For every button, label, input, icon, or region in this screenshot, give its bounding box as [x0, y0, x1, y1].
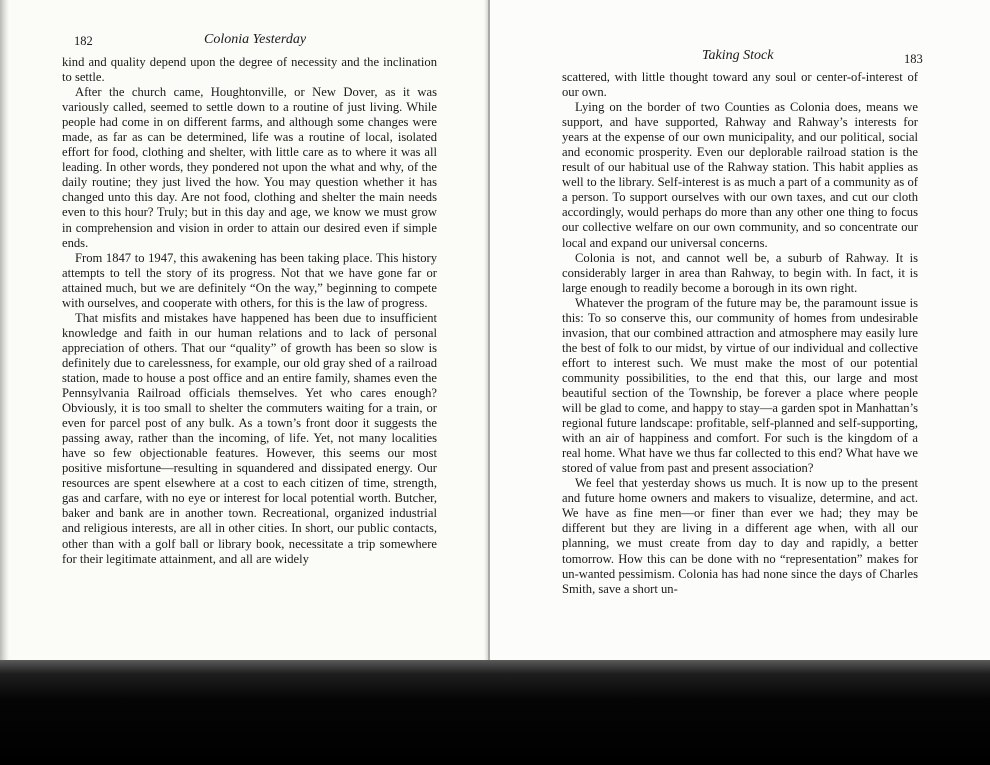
right-paragraph-3: Colonia is not, and cannot well be, a suburb of Rahway. It is considerably larger in area than Rahway, to begin with. In fact, it is large enough to readily become a borough in its own right.	[562, 250, 918, 295]
right-running-title: Taking Stock	[702, 48, 774, 63]
right-page-number: 183	[904, 52, 923, 66]
left-paragraph-2: After the church came, Houghtonville, or New Dover, as it was variously called, seemed to settle down to a routine of just living. While people had come in on different farms, and although some changes were made, as far as can be determined, life was a routine of local, isolated effort for food, clothing and shelter, with little care as to where it was all leading. In other words, they pondered not upon the what and why, of the daily routine; they just lived the how. You may question whether it has changed unto this day. Are not food, clothing and shelter the main needs even to this hour? Truly; but in this day and age, we know we must grow in comprehension and vision in order to attain our desired even if simple ends.	[62, 85, 437, 250]
right-paragraph-5: We feel that yesterday shows us much. It is now up to the present and future home owners and makers to visualize, determine, and act. We have as fine men—or finer than ever we had; they may be different but they are living in a different age when, with all our planning, we must create from day to day and rapidly, a better tomorrow. How this can be done with no “representation” makes for un-wanted pessimism. Colonia has had none since the days of Charles Smith, save a short un-	[562, 476, 918, 596]
right-page-body	[562, 70, 918, 597]
left-page	[0, 0, 488, 672]
scanner-bottom-shadow	[0, 660, 990, 765]
left-paragraph-1: kind and quality depend upon the degree of necessity and the inclination to settle.	[62, 55, 437, 85]
right-paragraph-2: Lying on the border of two Counties as Colonia does, means we support, and have supported, Rahway and Rahway’s interests for years at the expense of our own municipality, and our political, social and economic prosperity. Even our deplorable railroad station is the result of our habitual use of the Rahway station. This habit applies as well to the library. Self-interest is as much a part of a community as of a person. To support ourselves with our own taxes, and cut our cloth accordingly, would perhaps do more than any other one thing to focus our collective welfare on our own community, and so concentrate our local and expand our universal concerns.	[562, 100, 918, 250]
left-paragraph-4: That misfits and mistakes have happened has been due to insufficient knowledge and faith in our human relations and to lack of personal appreciation of others. That our “quality” of growth has been so slow is definitely due to carelessness, for example, our old gray shed of a railroad station, made to house a post office and an entire family, shames even the Pennsylvania Railroad officials themselves. Yet who cares enough? Obviously, it is too small to shelter the commuters waiting for a train, or even for parcel post of any bulk. As a town’s front door it suggests the passing away, rather than the incoming, of life. Yet, not many localities have so few objectionable features. However, this seems our most positive misfortune—resulting in squandered and dissipated energy. Our resources are spent elsewhere at a cost to each citizen of time, strength, gas and carfare, with no eye or interest for local potential worth. Butcher, baker and bank are in another town. Recreational, organized industrial and religious interests, are all in other cities. In short, our public contacts, other than with a golf ball or library book, necessitate a trip somewhere for their legitimate attainment, and all are widely	[62, 310, 437, 566]
left-running-title: Colonia Yesterday	[204, 32, 307, 47]
right-paragraph-1: scattered, with little thought toward any soul or center-of-interest of our own.	[562, 70, 918, 100]
left-page-number: 182	[74, 34, 93, 48]
left-paragraph-3: From 1847 to 1947, this awakening has been taking place. This history attempts to tell the story of its progress. Not that we have gone far or attained much, but we are definitely “On the way,” beginning to compete with ourselves, and cooperate with others, for this is the law of progress.	[62, 250, 437, 310]
left-page-body	[62, 55, 437, 567]
right-paragraph-4: Whatever the program of the future may be, the paramount issue is this: To so conserve this, our community of homes from undesirable invasion, that our combined attraction and atmosphere may easily lure the best of folk to our midst, by virtue of our individual and collective effort to interest such. We must make the most of our potential community possibilities, to the end that this, our large and most beautiful section of the Township, be forever a place where people will be glad to come, and happy to stay—a garden spot in Manhattan’s regional future landscape: profitable, self-planned and self-supporting, with an air of happiness and comfort. For such is the kingdom of a real home. What have we thus far collected to this end? What have we stored of value from past and present association?	[562, 295, 918, 476]
right-page	[490, 0, 990, 672]
page-edge-shadow	[0, 0, 9, 672]
